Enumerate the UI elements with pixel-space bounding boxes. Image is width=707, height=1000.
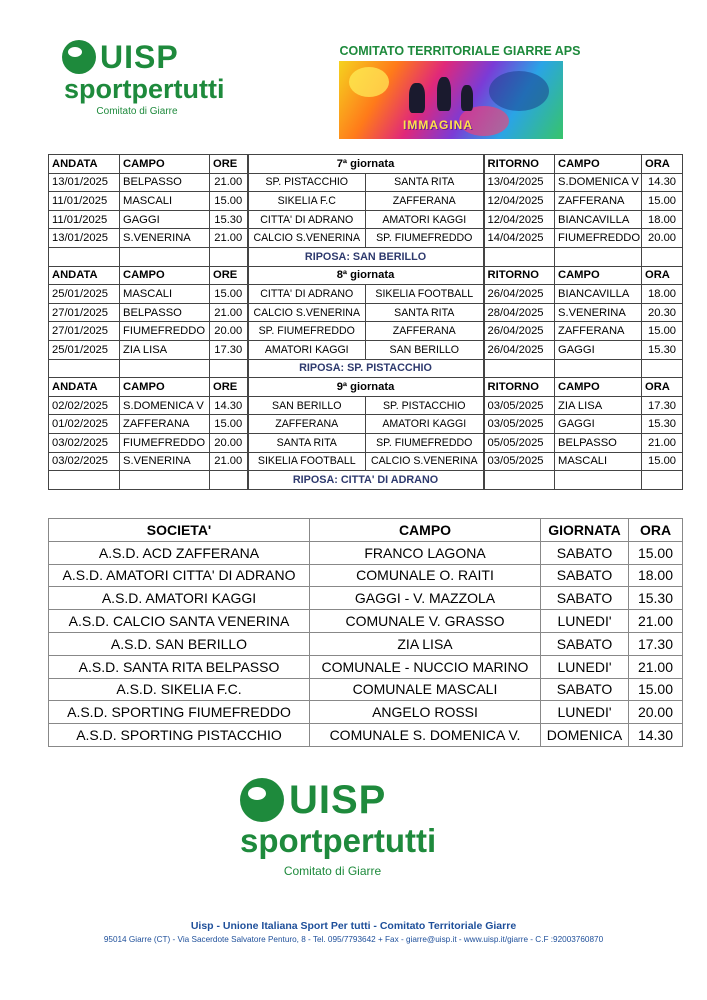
society-row — [49, 632, 683, 655]
society-row — [49, 610, 683, 633]
schedule-table — [48, 154, 683, 490]
ritorno-campo: ZAFFERANA — [555, 322, 642, 341]
match-row — [49, 285, 683, 304]
ritorno-date: 28/04/2025 — [484, 303, 555, 322]
header-campo: CAMPO — [555, 155, 642, 174]
andata-campo: S.DOMENICA V — [120, 396, 210, 415]
ritorno-ora: 18.00 — [642, 285, 683, 304]
header-campo: CAMPO — [120, 155, 210, 174]
header-campo: CAMPO — [120, 378, 210, 397]
societa-campo: ZIA LISA — [310, 632, 541, 655]
away-team: ZAFFERANA — [366, 192, 484, 211]
andata-campo: GAGGI — [120, 210, 210, 229]
home-team: CITTA' DI ADRANO — [248, 210, 366, 229]
ritorno-date: 26/04/2025 — [484, 322, 555, 341]
empty-cell — [120, 359, 210, 378]
andata-ore: 20.00 — [210, 433, 248, 452]
header-andata: ANDATA — [49, 155, 120, 174]
poster-text: IMMAGINA — [403, 118, 473, 132]
home-team: CALCIO S.VENERINA — [248, 303, 366, 322]
empty-cell — [49, 471, 120, 490]
andata-date: 25/01/2025 — [49, 285, 120, 304]
empty-cell — [210, 471, 248, 490]
society-row — [49, 541, 683, 564]
societa-ora: 17.30 — [629, 632, 683, 655]
ritorno-ora: 15.30 — [642, 415, 683, 434]
andata-campo: MASCALI — [120, 192, 210, 211]
ritorno-ora: 21.00 — [642, 433, 683, 452]
uisp-ball-icon — [62, 40, 96, 74]
riposa-label: RIPOSA: SP. PISTACCHIO — [248, 359, 484, 378]
match-row — [49, 415, 683, 434]
empty-cell — [642, 359, 683, 378]
footer-address: 95014 Giarre (CT) - Via Sacerdote Salvatore Penturo, 8 - Tel. 095/7793642 + Fax - giarre@uisp.it - www.uisp.it/giarre - C.F :92003760870 — [103, 935, 604, 944]
andata-campo: MASCALI — [120, 285, 210, 304]
ritorno-ora: 20.30 — [642, 303, 683, 322]
andata-date: 03/02/2025 — [49, 452, 120, 471]
match-row — [49, 452, 683, 471]
societa-name: A.S.D. CALCIO SANTA VENERINA — [49, 610, 310, 633]
societa-giornata: SABATO — [541, 587, 629, 610]
header-ore: ORE — [210, 155, 248, 174]
societa-name: A.S.D. AMATORI KAGGI — [49, 587, 310, 610]
round-header-row — [49, 155, 683, 174]
ritorno-date: 05/05/2025 — [484, 433, 555, 452]
andata-campo: ZIA LISA — [120, 340, 210, 359]
away-team: CALCIO S.VENERINA — [366, 452, 484, 471]
header-andata: ANDATA — [49, 378, 120, 397]
andata-ore: 21.00 — [210, 303, 248, 322]
ritorno-campo: GAGGI — [555, 340, 642, 359]
ritorno-campo: ZIA LISA — [555, 396, 642, 415]
header-campo: CAMPO — [555, 266, 642, 285]
ritorno-ora: 17.30 — [642, 396, 683, 415]
ritorno-campo: BIANCAVILLA — [555, 285, 642, 304]
ritorno-campo: BIANCAVILLA — [555, 210, 642, 229]
societa-name: A.S.D. SPORTING PISTACCHIO — [49, 724, 310, 747]
match-row — [49, 303, 683, 322]
societa-giornata: DOMENICA — [541, 724, 629, 747]
society-header-row — [49, 519, 683, 542]
ritorno-campo: GAGGI — [555, 415, 642, 434]
society-table — [48, 518, 683, 747]
societa-ora: 20.00 — [629, 701, 683, 724]
andata-date: 03/02/2025 — [49, 433, 120, 452]
society-row — [49, 587, 683, 610]
societa-giornata: SABATO — [541, 632, 629, 655]
andata-date: 01/02/2025 — [49, 415, 120, 434]
home-team: SIKELIA F.C — [248, 192, 366, 211]
uisp-ball-icon — [240, 778, 284, 822]
andata-campo: FIUMEFREDDO — [120, 322, 210, 341]
society-row — [49, 564, 683, 587]
ritorno-ora: 14.30 — [642, 173, 683, 192]
match-row — [49, 340, 683, 359]
societa-name: A.S.D. SPORTING FIUMEFREDDO — [49, 701, 310, 724]
committee-title: COMITATO TERRITORIALE GIARRE APS — [339, 44, 581, 58]
societa-ora: 21.00 — [629, 610, 683, 633]
away-team: SP. PISTACCHIO — [366, 396, 484, 415]
andata-ore: 21.00 — [210, 229, 248, 248]
societa-name: A.S.D. AMATORI CITTA' DI ADRANO — [49, 564, 310, 587]
header-ore: ORE — [210, 378, 248, 397]
andata-campo: ZAFFERANA — [120, 415, 210, 434]
immagina-poster-image — [339, 61, 563, 139]
andata-ore: 14.30 — [210, 396, 248, 415]
society-row — [49, 724, 683, 747]
empty-cell — [210, 359, 248, 378]
round-title: 8ª giornata — [248, 266, 484, 285]
ritorno-ora: 15.00 — [642, 322, 683, 341]
home-team: CALCIO S.VENERINA — [248, 229, 366, 248]
empty-cell — [49, 247, 120, 266]
empty-cell — [49, 359, 120, 378]
round-title: 9ª giornata — [248, 378, 484, 397]
ritorno-date: 12/04/2025 — [484, 192, 555, 211]
andata-date: 11/01/2025 — [49, 192, 120, 211]
andata-ore: 17.30 — [210, 340, 248, 359]
away-team: SANTA RITA — [366, 303, 484, 322]
societa-giornata: LUNEDI' — [541, 655, 629, 678]
andata-campo: BELPASSO — [120, 303, 210, 322]
match-row — [49, 433, 683, 452]
match-row — [49, 322, 683, 341]
logo-tagline: sportpertutti — [240, 822, 437, 859]
match-row — [49, 173, 683, 192]
header-campo: CAMPO — [310, 519, 541, 542]
away-team: SIKELIA FOOTBALL — [366, 285, 484, 304]
societa-ora: 15.00 — [629, 541, 683, 564]
logo-committee: Comitato di Giarre — [96, 106, 178, 117]
societa-campo: COMUNALE S. DOMENICA V. — [310, 724, 541, 747]
ritorno-ora: 20.00 — [642, 229, 683, 248]
society-row — [49, 655, 683, 678]
match-row — [49, 396, 683, 415]
home-team: SAN BERILLO — [248, 396, 366, 415]
ritorno-date: 14/04/2025 — [484, 229, 555, 248]
match-row — [49, 229, 683, 248]
header-ora: ORA — [642, 378, 683, 397]
ritorno-ora: 15.30 — [642, 340, 683, 359]
empty-cell — [484, 359, 555, 378]
ritorno-date: 03/05/2025 — [484, 452, 555, 471]
andata-campo: S.VENERINA — [120, 452, 210, 471]
empty-cell — [555, 247, 642, 266]
riposa-label: RIPOSA: CITTA' DI ADRANO — [248, 471, 484, 490]
societa-ora: 18.00 — [629, 564, 683, 587]
round-header-row — [49, 378, 683, 397]
empty-cell — [120, 471, 210, 490]
logo-brand: UISP — [289, 778, 387, 822]
empty-cell — [555, 471, 642, 490]
andata-campo: S.VENERINA — [120, 229, 210, 248]
societa-campo: COMUNALE MASCALI — [310, 678, 541, 701]
andata-date: 13/01/2025 — [49, 173, 120, 192]
riposa-row — [49, 247, 683, 266]
societa-campo: COMUNALE - NUCCIO MARINO — [310, 655, 541, 678]
ritorno-ora: 15.00 — [642, 452, 683, 471]
empty-cell — [120, 247, 210, 266]
societa-name: A.S.D. SIKELIA F.C. — [49, 678, 310, 701]
header-ora: ORA — [629, 519, 683, 542]
round-header-row — [49, 266, 683, 285]
ritorno-campo: BELPASSO — [555, 433, 642, 452]
empty-cell — [484, 471, 555, 490]
societa-ora: 15.30 — [629, 587, 683, 610]
societa-giornata: LUNEDI' — [541, 701, 629, 724]
header-campo: CAMPO — [120, 266, 210, 285]
societa-campo: FRANCO LAGONA — [310, 541, 541, 564]
andata-date: 13/01/2025 — [49, 229, 120, 248]
riposa-row — [49, 359, 683, 378]
round-title: 7ª giornata — [248, 155, 484, 174]
andata-date: 27/01/2025 — [49, 322, 120, 341]
away-team: SAN BERILLO — [366, 340, 484, 359]
ritorno-ora: 15.00 — [642, 192, 683, 211]
empty-cell — [484, 247, 555, 266]
andata-ore: 15.00 — [210, 285, 248, 304]
logo-committee: Comitato di Giarre — [283, 864, 382, 878]
footer-title: Uisp - Unione Italiana Sport Per tutti - Comitato Territoriale Giarre — [190, 920, 517, 932]
andata-ore: 21.00 — [210, 452, 248, 471]
societa-campo: COMUNALE O. RAITI — [310, 564, 541, 587]
societa-name: A.S.D. SAN BERILLO — [49, 632, 310, 655]
societa-name: A.S.D. SANTA RITA BELPASSO — [49, 655, 310, 678]
empty-cell — [210, 247, 248, 266]
societa-giornata: LUNEDI' — [541, 610, 629, 633]
andata-ore: 20.00 — [210, 322, 248, 341]
ritorno-date: 12/04/2025 — [484, 210, 555, 229]
empty-cell — [555, 359, 642, 378]
societa-campo: COMUNALE V. GRASSO — [310, 610, 541, 633]
ritorno-campo: S.VENERINA — [555, 303, 642, 322]
header-ritorno: RITORNO — [484, 266, 555, 285]
header-ora: ORA — [642, 155, 683, 174]
header-andata: ANDATA — [49, 266, 120, 285]
header-giornata: GIORNATA — [541, 519, 629, 542]
header-ritorno: RITORNO — [484, 378, 555, 397]
society-row — [49, 701, 683, 724]
ritorno-date: 03/05/2025 — [484, 396, 555, 415]
andata-date: 27/01/2025 — [49, 303, 120, 322]
riposa-label: RIPOSA: SAN BERILLO — [248, 247, 484, 266]
away-team: SP. FIUMEFREDDO — [366, 433, 484, 452]
ritorno-ora: 18.00 — [642, 210, 683, 229]
ritorno-campo: ZAFFERANA — [555, 192, 642, 211]
home-team: SIKELIA FOOTBALL — [248, 452, 366, 471]
societa-ora: 21.00 — [629, 655, 683, 678]
andata-campo: FIUMEFREDDO — [120, 433, 210, 452]
andata-ore: 15.30 — [210, 210, 248, 229]
riposa-row — [49, 471, 683, 490]
away-team: AMATORI KAGGI — [366, 415, 484, 434]
societa-giornata: SABATO — [541, 564, 629, 587]
societa-ora: 14.30 — [629, 724, 683, 747]
ritorno-date: 26/04/2025 — [484, 285, 555, 304]
ritorno-campo: S.DOMENICA V — [555, 173, 642, 192]
ritorno-campo: MASCALI — [555, 452, 642, 471]
societa-ora: 15.00 — [629, 678, 683, 701]
home-team: SP. PISTACCHIO — [248, 173, 366, 192]
away-team: SANTA RITA — [366, 173, 484, 192]
andata-date: 25/01/2025 — [49, 340, 120, 359]
home-team: SANTA RITA — [248, 433, 366, 452]
andata-campo: BELPASSO — [120, 173, 210, 192]
ritorno-campo: FIUMEFREDDO — [555, 229, 642, 248]
header-campo: CAMPO — [555, 378, 642, 397]
andata-ore: 15.00 — [210, 415, 248, 434]
andata-date: 11/01/2025 — [49, 210, 120, 229]
logo-brand: UISP — [100, 39, 179, 75]
societa-giornata: SABATO — [541, 678, 629, 701]
uisp-logo-top — [62, 39, 225, 117]
uisp-logo-bottom — [240, 778, 437, 878]
andata-ore: 15.00 — [210, 192, 248, 211]
logo-tagline: sportpertutti — [64, 74, 225, 104]
societa-campo: ANGELO ROSSI — [310, 701, 541, 724]
header-ritorno: RITORNO — [484, 155, 555, 174]
away-team: ZAFFERANA — [366, 322, 484, 341]
empty-cell — [642, 247, 683, 266]
ritorno-date: 13/04/2025 — [484, 173, 555, 192]
home-team: ZAFFERANA — [248, 415, 366, 434]
header-ora: ORA — [642, 266, 683, 285]
ritorno-date: 03/05/2025 — [484, 415, 555, 434]
societa-giornata: SABATO — [541, 541, 629, 564]
societa-campo: GAGGI - V. MAZZOLA — [310, 587, 541, 610]
home-team: CITTA' DI ADRANO — [248, 285, 366, 304]
away-team: AMATORI KAGGI — [366, 210, 484, 229]
header-ore: ORE — [210, 266, 248, 285]
empty-cell — [642, 471, 683, 490]
societa-name: A.S.D. ACD ZAFFERANA — [49, 541, 310, 564]
home-team: SP. FIUMEFREDDO — [248, 322, 366, 341]
header-societa: SOCIETA' — [49, 519, 310, 542]
match-row — [49, 210, 683, 229]
ritorno-date: 26/04/2025 — [484, 340, 555, 359]
match-row — [49, 192, 683, 211]
society-row — [49, 678, 683, 701]
home-team: AMATORI KAGGI — [248, 340, 366, 359]
away-team: SP. FIUMEFREDDO — [366, 229, 484, 248]
andata-ore: 21.00 — [210, 173, 248, 192]
andata-date: 02/02/2025 — [49, 396, 120, 415]
